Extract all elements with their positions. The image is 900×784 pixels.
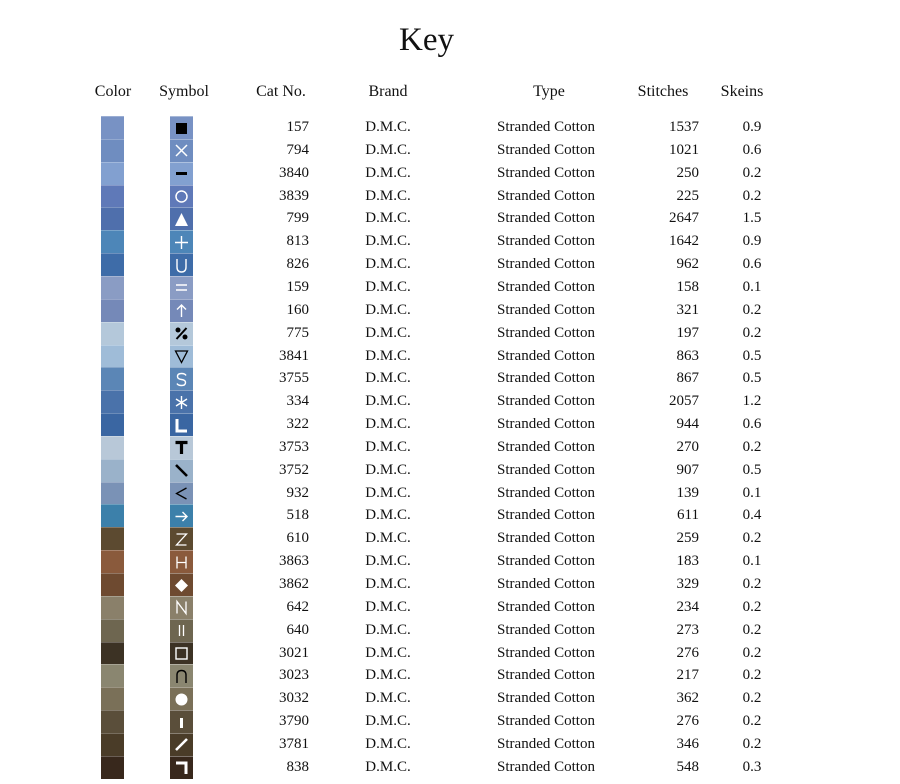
type-cell: Stranded Cotton xyxy=(497,507,595,524)
cat-no-cell: 3862 xyxy=(279,576,309,592)
brand-cell: D.M.C. xyxy=(365,393,411,410)
cat-no-cell: 334 xyxy=(286,393,309,410)
color-swatch xyxy=(101,436,124,459)
skeins-cell: 0.4 xyxy=(742,507,762,524)
cat-no-cell: 159 xyxy=(286,278,309,295)
table-row xyxy=(0,207,900,230)
type-cell: Stranded Cotton xyxy=(497,621,595,638)
letter-z-icon xyxy=(170,527,193,550)
table-row xyxy=(0,573,900,596)
stitches-cell: 234 xyxy=(676,598,699,615)
skeins-cell: 0.9 xyxy=(742,119,762,135)
table-row xyxy=(0,230,900,253)
header-type: Type xyxy=(533,83,565,100)
stitches-cell: 273 xyxy=(676,621,699,638)
stitches-cell: 2647 xyxy=(669,210,699,227)
color-swatch xyxy=(101,345,124,368)
dash-icon xyxy=(170,162,193,185)
brand-cell: D.M.C. xyxy=(365,576,411,592)
cat-no-cell: 932 xyxy=(286,484,309,501)
cat-no-cell: 157 xyxy=(286,119,309,135)
header-skeins: Skeins xyxy=(720,83,764,100)
double-bar-icon xyxy=(170,619,193,642)
brand-cell: D.M.C. xyxy=(365,644,411,661)
header-color: Color xyxy=(94,83,132,100)
brand-cell: D.M.C. xyxy=(365,690,411,707)
type-cell: Stranded Cotton xyxy=(497,690,595,707)
header-cat-no: Cat No. xyxy=(256,83,306,100)
brand-cell: D.M.C. xyxy=(365,278,411,295)
skeins-cell: 0.2 xyxy=(742,164,762,181)
color-swatch xyxy=(101,116,124,139)
type-cell: Stranded Cotton xyxy=(497,713,595,730)
stitches-cell: 225 xyxy=(676,187,699,204)
table-row xyxy=(0,162,900,185)
brand-cell: D.M.C. xyxy=(365,438,411,455)
stitches-cell: 276 xyxy=(676,644,699,661)
skeins-cell: 0.2 xyxy=(742,735,762,752)
brand-cell: D.M.C. xyxy=(365,621,411,638)
type-cell: Stranded Cotton xyxy=(497,187,595,204)
skeins-cell: 0.2 xyxy=(742,621,762,638)
brand-cell: D.M.C. xyxy=(365,256,411,273)
cat-no-cell: 642 xyxy=(286,598,309,615)
brand-cell: D.M.C. xyxy=(365,530,411,547)
cat-no-cell: 826 xyxy=(286,256,309,273)
color-swatch xyxy=(101,527,124,550)
color-swatch xyxy=(101,573,124,596)
header-symbol: Symbol xyxy=(159,83,209,100)
type-cell: Stranded Cotton xyxy=(497,438,595,455)
cat-no-cell: 3841 xyxy=(279,347,309,364)
table-row xyxy=(0,756,900,779)
cat-no-cell: 3781 xyxy=(279,735,309,752)
cat-no-cell: 3023 xyxy=(279,667,309,684)
cat-no-cell: 322 xyxy=(286,416,309,433)
header-brand: Brand xyxy=(368,83,408,100)
table-row xyxy=(0,367,900,390)
type-cell: Stranded Cotton xyxy=(497,758,595,775)
table-row xyxy=(0,253,900,276)
skeins-cell: 0.2 xyxy=(742,644,762,661)
color-swatch xyxy=(101,413,124,436)
cat-no-cell: 775 xyxy=(286,324,309,341)
stitches-cell: 321 xyxy=(676,301,699,318)
color-swatch xyxy=(101,299,124,322)
type-cell: Stranded Cotton xyxy=(497,598,595,615)
color-swatch xyxy=(101,139,124,162)
percent-icon xyxy=(170,322,193,345)
circle-outline-icon xyxy=(170,185,193,208)
brand-cell: D.M.C. xyxy=(365,370,411,387)
stitches-cell: 329 xyxy=(676,576,699,592)
cat-no-cell: 3032 xyxy=(279,690,309,707)
skeins-cell: 0.6 xyxy=(742,256,762,273)
skeins-cell: 0.5 xyxy=(742,370,762,387)
skeins-cell: 1.2 xyxy=(742,393,762,410)
cat-no-cell: 610 xyxy=(286,530,309,547)
stitches-cell: 907 xyxy=(676,461,699,478)
brand-cell: D.M.C. xyxy=(365,141,411,158)
color-swatch xyxy=(101,207,124,230)
color-swatch xyxy=(101,276,124,299)
cap-icon xyxy=(170,664,193,687)
brand-cell: D.M.C. xyxy=(365,484,411,501)
stitches-cell: 611 xyxy=(677,507,699,524)
type-cell: Stranded Cotton xyxy=(497,233,595,250)
skeins-cell: 0.3 xyxy=(742,758,762,775)
brand-cell: D.M.C. xyxy=(365,461,411,478)
type-cell: Stranded Cotton xyxy=(497,735,595,752)
stitches-cell: 944 xyxy=(676,416,699,433)
type-cell: Stranded Cotton xyxy=(497,484,595,501)
color-swatch xyxy=(101,230,124,253)
cat-no-cell: 640 xyxy=(286,621,309,638)
color-swatch xyxy=(101,596,124,619)
cat-no-cell: 3839 xyxy=(279,187,309,204)
skeins-cell: 0.2 xyxy=(742,301,762,318)
cat-no-cell: 3755 xyxy=(279,370,309,387)
brand-cell: D.M.C. xyxy=(365,598,411,615)
brand-cell: D.M.C. xyxy=(365,507,411,524)
filled-diamond-icon xyxy=(170,573,193,596)
cat-no-cell: 838 xyxy=(286,758,309,775)
color-swatch xyxy=(101,162,124,185)
brand-cell: D.M.C. xyxy=(365,324,411,341)
skeins-cell: 0.2 xyxy=(742,530,762,547)
skeins-cell: 0.2 xyxy=(742,576,762,592)
header-stitches: Stitches xyxy=(637,83,689,100)
table-row xyxy=(0,322,900,345)
color-swatch xyxy=(101,642,124,665)
type-cell: Stranded Cotton xyxy=(497,301,595,318)
skeins-cell: 0.5 xyxy=(742,461,762,478)
skeins-cell: 0.2 xyxy=(742,690,762,707)
brand-cell: D.M.C. xyxy=(365,758,411,775)
stitches-cell: 259 xyxy=(676,530,699,547)
type-cell: Stranded Cotton xyxy=(497,530,595,547)
brand-cell: D.M.C. xyxy=(365,713,411,730)
stitches-cell: 250 xyxy=(676,164,699,181)
table-row xyxy=(0,413,900,436)
table-row xyxy=(0,687,900,710)
color-swatch xyxy=(101,390,124,413)
stitches-cell: 1642 xyxy=(669,233,699,250)
type-cell: Stranded Cotton xyxy=(497,210,595,227)
table-row xyxy=(0,550,900,573)
stitches-cell: 217 xyxy=(676,667,699,684)
letter-s-icon xyxy=(170,367,193,390)
table-row xyxy=(0,482,900,505)
letter-n-icon xyxy=(170,596,193,619)
brand-cell: D.M.C. xyxy=(365,119,411,135)
type-cell: Stranded Cotton xyxy=(497,393,595,410)
skeins-cell: 0.2 xyxy=(742,667,762,684)
cat-no-cell: 3021 xyxy=(279,644,309,661)
corner-l-icon xyxy=(170,413,193,436)
color-swatch xyxy=(101,459,124,482)
skeins-cell: 0.2 xyxy=(742,598,762,615)
arrow-up-icon xyxy=(170,299,193,322)
vertical-bar-icon xyxy=(170,710,193,733)
brand-cell: D.M.C. xyxy=(365,347,411,364)
type-cell: Stranded Cotton xyxy=(497,576,595,592)
type-cell: Stranded Cotton xyxy=(497,141,595,158)
type-cell: Stranded Cotton xyxy=(497,461,595,478)
brand-cell: D.M.C. xyxy=(365,233,411,250)
slash-icon xyxy=(170,733,193,756)
skeins-cell: 1.5 xyxy=(742,210,762,227)
stitches-cell: 270 xyxy=(676,438,699,455)
table-row xyxy=(0,733,900,756)
color-swatch xyxy=(101,482,124,505)
stitches-cell: 867 xyxy=(676,370,699,387)
type-cell: Stranded Cotton xyxy=(497,644,595,661)
skeins-cell: 0.2 xyxy=(742,438,762,455)
table-row xyxy=(0,504,900,527)
double-dash-icon xyxy=(170,276,193,299)
skeins-cell: 0.2 xyxy=(742,187,762,204)
table-row xyxy=(0,139,900,162)
color-swatch xyxy=(101,619,124,642)
cat-no-cell: 3753 xyxy=(279,438,309,455)
square-outline-icon xyxy=(170,642,193,665)
plus-icon xyxy=(170,230,193,253)
filled-circle-icon xyxy=(170,687,193,710)
skeins-cell: 0.6 xyxy=(742,141,762,158)
table-row xyxy=(0,185,900,208)
stitches-cell: 1021 xyxy=(669,141,699,158)
asterisk-icon xyxy=(170,390,193,413)
color-swatch xyxy=(101,504,124,527)
stitches-cell: 1537 xyxy=(669,119,699,135)
color-swatch xyxy=(101,664,124,687)
skeins-cell: 0.2 xyxy=(742,324,762,341)
table-row xyxy=(0,527,900,550)
cat-no-cell: 3752 xyxy=(279,461,309,478)
cat-no-cell: 518 xyxy=(286,507,309,524)
color-swatch xyxy=(101,253,124,276)
cat-no-cell: 813 xyxy=(286,233,309,250)
color-swatch xyxy=(101,322,124,345)
skeins-cell: 0.5 xyxy=(742,347,762,364)
color-swatch xyxy=(101,756,124,779)
color-swatch xyxy=(101,367,124,390)
color-swatch xyxy=(101,687,124,710)
page-title: Key xyxy=(399,22,454,58)
brand-cell: D.M.C. xyxy=(365,735,411,752)
brand-cell: D.M.C. xyxy=(365,416,411,433)
brand-cell: D.M.C. xyxy=(365,164,411,181)
table-row xyxy=(0,619,900,642)
table-row xyxy=(0,664,900,687)
type-cell: Stranded Cotton xyxy=(497,164,595,181)
stitches-cell: 276 xyxy=(676,713,699,730)
table-row xyxy=(0,116,900,139)
table-row xyxy=(0,345,900,368)
skeins-cell: 0.1 xyxy=(742,553,762,570)
brand-cell: D.M.C. xyxy=(365,667,411,684)
brand-cell: D.M.C. xyxy=(365,301,411,318)
skeins-cell: 0.1 xyxy=(742,278,762,295)
color-swatch xyxy=(101,733,124,756)
table-row xyxy=(0,276,900,299)
type-cell: Stranded Cotton xyxy=(497,119,595,135)
stitches-cell: 362 xyxy=(676,690,699,707)
color-swatch xyxy=(101,550,124,573)
cat-no-cell: 3790 xyxy=(279,713,309,730)
cat-no-cell: 794 xyxy=(286,141,309,158)
table-row xyxy=(0,390,900,413)
stitches-cell: 183 xyxy=(676,553,699,570)
stitches-cell: 197 xyxy=(676,324,699,341)
skeins-cell: 0.1 xyxy=(742,484,762,501)
stitches-cell: 548 xyxy=(676,758,699,775)
table-row xyxy=(0,710,900,733)
table-row xyxy=(0,459,900,482)
type-cell: Stranded Cotton xyxy=(497,256,595,273)
cross-icon xyxy=(170,139,193,162)
stitches-cell: 346 xyxy=(676,735,699,752)
stitches-cell: 962 xyxy=(676,256,699,273)
brand-cell: D.M.C. xyxy=(365,210,411,227)
arrow-right-icon xyxy=(170,504,193,527)
cat-no-cell: 3863 xyxy=(279,553,309,570)
filled-triangle-icon xyxy=(170,207,193,230)
stitches-cell: 158 xyxy=(676,278,699,295)
type-cell: Stranded Cotton xyxy=(497,370,595,387)
table-row xyxy=(0,642,900,665)
brand-cell: D.M.C. xyxy=(365,553,411,570)
type-cell: Stranded Cotton xyxy=(497,667,595,684)
less-than-icon xyxy=(170,482,193,505)
backslash-icon xyxy=(170,459,193,482)
stitches-cell: 139 xyxy=(676,484,699,501)
table-row xyxy=(0,299,900,322)
color-swatch xyxy=(101,710,124,733)
corner-top-right-icon xyxy=(170,756,193,779)
skeins-cell: 0.6 xyxy=(742,416,762,433)
triangle-down-outline-icon xyxy=(170,345,193,368)
brand-cell: D.M.C. xyxy=(365,187,411,204)
table-row xyxy=(0,596,900,619)
filled-square-icon xyxy=(170,116,193,139)
skeins-cell: 0.2 xyxy=(742,713,762,730)
type-cell: Stranded Cotton xyxy=(497,278,595,295)
stitches-cell: 863 xyxy=(676,347,699,364)
color-swatch xyxy=(101,185,124,208)
type-cell: Stranded Cotton xyxy=(497,324,595,341)
type-cell: Stranded Cotton xyxy=(497,553,595,570)
letter-t-icon xyxy=(170,436,193,459)
type-cell: Stranded Cotton xyxy=(497,416,595,433)
stitches-cell: 2057 xyxy=(669,393,699,410)
cat-no-cell: 160 xyxy=(286,301,309,318)
cup-icon xyxy=(170,253,193,276)
skeins-cell: 0.9 xyxy=(742,233,762,250)
table-row xyxy=(0,436,900,459)
type-cell: Stranded Cotton xyxy=(497,347,595,364)
letter-h-icon xyxy=(170,550,193,573)
cat-no-cell: 3840 xyxy=(279,164,309,181)
cat-no-cell: 799 xyxy=(286,210,309,227)
